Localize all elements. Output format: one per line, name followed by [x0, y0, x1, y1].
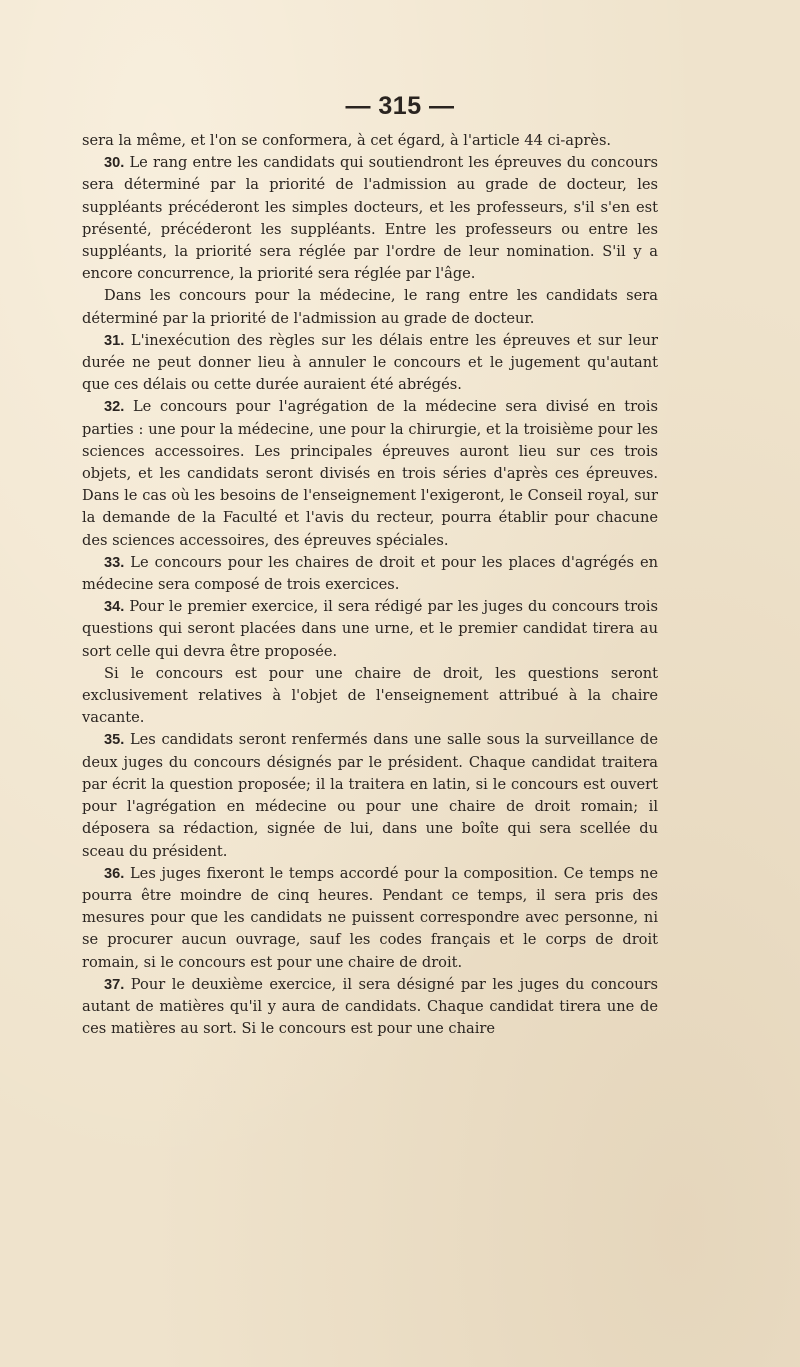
paragraph-text: Pour le deuxième exercice, il sera désigné par les juges du concours autant de matières qu'il y aura de candidats. Chaque candidat tirera une de ces matières au sort. Si le concours est pour une chaire — [82, 975, 658, 1038]
paragraph-text: Le concours pour l'agrégation de la médecine sera divisé en trois parties : une pour la médecine, une pour la chirurgie, et la troisième pour les sciences accessoires. Les principales épreuves auront lieu sur ces trois objets, et les candidats seront divisés en trois séries d'après ces épreuves. Dans le cas où les besoins de l'enseignement l'exigeront, le Conseil royal, sur la demande de la Faculté et l'avis du recteur, pourra établir pour chacune des sciences accessoires, des épreuves spéciales. — [82, 398, 658, 549]
paragraph — [82, 596, 658, 663]
paragraph — [82, 152, 658, 285]
paragraph — [82, 974, 658, 1041]
article-number: 32. — [104, 399, 125, 416]
paragraph-text: Le rang entre les candidats qui soutiendront les épreuves du concours sera déterminé par la priorité de l'admission au grade de docteur, les suppléants précéderont les simples docteurs, et les professeurs, s'il s'en est présenté, précéderont les suppléants. Entre les professeurs ou entre les suppléants, la priorité sera réglée par l'ordre de leur nomination. S'il y a encore concurrence, la priorité sera réglée par l'âge. — [82, 154, 658, 283]
paragraph — [82, 330, 658, 397]
article-number: 34. — [104, 599, 125, 616]
article-number: 31. — [104, 332, 125, 349]
page-number: — 315 — — [345, 92, 455, 120]
paragraph-text: Pour le premier exercice, il sera rédigé par les juges du concours trois questions qui seront placées dans une urne, et le premier candidat tirera au sort celle qui devra être proposée. — [82, 598, 658, 660]
paragraph-text: L'inexécution des règles sur les délais entre les épreuves et sur leur durée ne peut donner lieu à annuler le concours et le jugement qu'autant que ces délais ou cette durée auraient été abrégés. — [82, 331, 658, 394]
body-text — [82, 130, 658, 1040]
article-number: 33. — [104, 554, 125, 571]
article-number: 37. — [104, 976, 125, 993]
paragraph — [82, 663, 658, 730]
paragraph — [82, 729, 658, 862]
paragraph — [82, 285, 658, 329]
article-number: 30. — [104, 155, 125, 172]
paragraph-text: sera la même, et l'on se conformera, à cet égard, à l'article 44 ci-après. — [82, 132, 612, 149]
paragraph-text: Les candidats seront renfermés dans une salle sous la surveillance de deux juges du concours désignés par le président. Chaque candidat traitera par écrit la question proposée; il la traitera en latin, si le concours est ouvert pour l'agrégation en médecine ou pour une chaire de droit romain; il déposera sa rédaction, signée de lui, dans une boîte qui sera scellée du sceau du président. — [82, 731, 658, 860]
paragraph — [82, 130, 658, 152]
article-number: 36. — [104, 865, 125, 882]
paragraph-text: Les juges fixeront le temps accordé pour la composition. Ce temps ne pourra être moindre de cinq heures. Pendant ce temps, il sera pris des mesures pour que les candidats ne puissent correspondre avec personne, ni se procurer aucun ouvrage, sauf les codes français et le corps de droit romain, si le concours est pour une chaire de droit. — [82, 864, 658, 971]
paragraph — [82, 396, 658, 551]
paragraph — [82, 863, 658, 974]
paragraph-text: Si le concours est pour une chaire de droit, les questions seront exclusivement relatives à l'objet de l'enseignement attribué à la chaire vacante. — [82, 664, 658, 727]
paragraph — [82, 552, 658, 596]
paragraph-text: Le concours pour les chaires de droit et pour les places d'agrégés en médecine sera composé de trois exercices. — [82, 553, 658, 594]
paragraph-text: Dans les concours pour la médecine, le rang entre les candidats sera déterminé par la priorité de l'admission au grade de docteur. — [82, 287, 658, 327]
article-number: 35. — [104, 732, 125, 749]
